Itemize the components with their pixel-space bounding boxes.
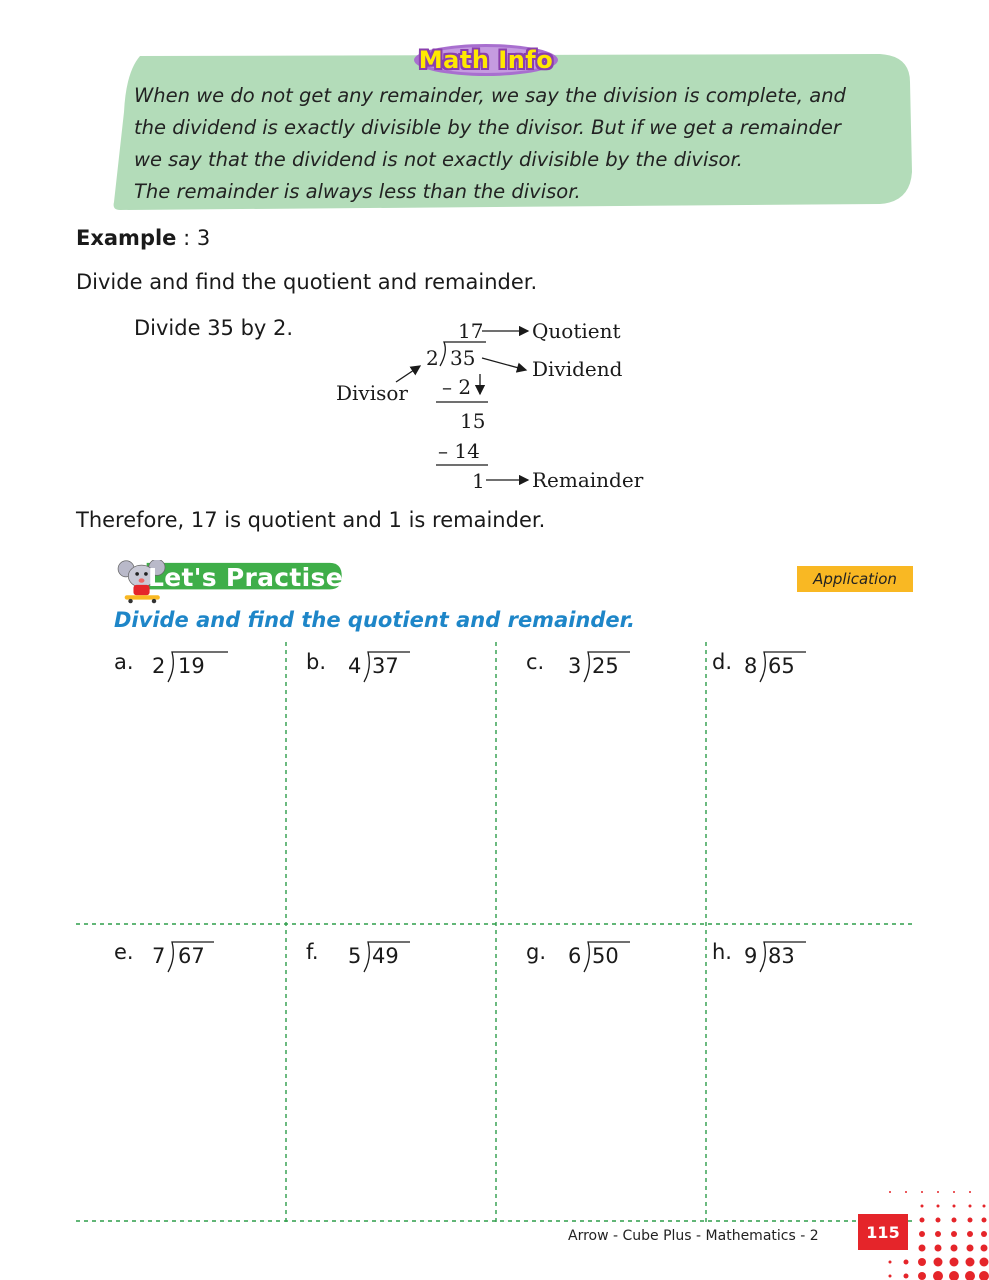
problem-divisor: 3 bbox=[568, 654, 582, 678]
problem-label: h. bbox=[712, 940, 732, 964]
problem-dividend: 49 bbox=[372, 944, 399, 968]
problem-divisor: 2 bbox=[152, 654, 166, 678]
problem-divisor: 9 bbox=[744, 944, 758, 968]
problem-divisor: 6 bbox=[568, 944, 582, 968]
problem-b bbox=[306, 650, 466, 690]
ld-partial: 15 bbox=[460, 409, 486, 433]
practice-instruction: Divide and find the quotient and remainder. bbox=[114, 608, 636, 632]
ld-quotient: 17 bbox=[458, 319, 484, 343]
decorative-dots bbox=[880, 1180, 989, 1280]
ld-step1: – 2 bbox=[442, 375, 472, 399]
math-info-line: When we do not get any remainder, we say the division is complete, and bbox=[134, 84, 846, 107]
problem-divisor: 7 bbox=[152, 944, 166, 968]
example-number: 3 bbox=[196, 226, 211, 250]
problem-dividend: 19 bbox=[178, 654, 205, 678]
math-info-line: the dividend is exactly divisible by the divisor. But if we get a remainder bbox=[134, 116, 841, 139]
problem-label: c. bbox=[526, 650, 545, 674]
ld-divisor-label: Divisor bbox=[336, 381, 408, 405]
ld-quotient-label: Quotient bbox=[532, 319, 621, 343]
problem-dividend: 50 bbox=[592, 944, 619, 968]
problem-e bbox=[114, 940, 274, 980]
problem-dividend: 37 bbox=[372, 654, 399, 678]
ld-divisor: 2 bbox=[426, 346, 439, 370]
problem-label: b. bbox=[306, 650, 327, 674]
problem-divisor: 5 bbox=[348, 944, 362, 968]
problem-a bbox=[114, 650, 274, 690]
math-info-badge: Math Info bbox=[418, 46, 554, 74]
problem-divisor: 4 bbox=[348, 654, 362, 678]
math-info-line: The remainder is always less than the divisor. bbox=[134, 180, 581, 203]
problem-c bbox=[526, 650, 686, 690]
practice-title: Let's Practise 6.6 bbox=[148, 563, 398, 592]
example-instruction: Divide and find the quotient and remainder. bbox=[76, 270, 538, 294]
example-label: Example bbox=[76, 226, 177, 250]
page-number: 115 bbox=[858, 1214, 908, 1250]
footer-book-title: Arrow - Cube Plus - Mathematics - 2 bbox=[568, 1228, 819, 1244]
problem-dividend: 65 bbox=[768, 654, 795, 678]
problem-label: f. bbox=[306, 940, 319, 964]
application-tag: Application bbox=[797, 566, 913, 592]
ld-remainder-label: Remainder bbox=[532, 468, 644, 492]
problem-f bbox=[306, 940, 466, 980]
example-separator: : bbox=[176, 226, 197, 250]
problem-label: d. bbox=[712, 650, 733, 674]
problem-label: a. bbox=[114, 650, 134, 674]
problem-dividend: 83 bbox=[768, 944, 795, 968]
math-info-line: we say that the dividend is not exactly divisible by the divisor. bbox=[134, 148, 743, 171]
problem-dividend: 25 bbox=[592, 654, 619, 678]
problem-dividend: 67 bbox=[178, 944, 205, 968]
ld-dividend: 35 bbox=[450, 346, 476, 370]
problem-h bbox=[712, 940, 872, 980]
ld-remainder: 1 bbox=[472, 469, 485, 493]
problem-divisor: 8 bbox=[744, 654, 758, 678]
problem-g bbox=[526, 940, 686, 980]
ld-dividend-label: Dividend bbox=[532, 357, 623, 381]
example-problem: Divide 35 by 2. bbox=[134, 316, 294, 340]
problem-label: e. bbox=[114, 940, 134, 964]
problem-d bbox=[712, 650, 872, 690]
problem-label: g. bbox=[526, 940, 547, 964]
ld-step2: – 14 bbox=[438, 439, 480, 463]
example-conclusion: Therefore, 17 is quotient and 1 is remainder. bbox=[76, 508, 546, 532]
